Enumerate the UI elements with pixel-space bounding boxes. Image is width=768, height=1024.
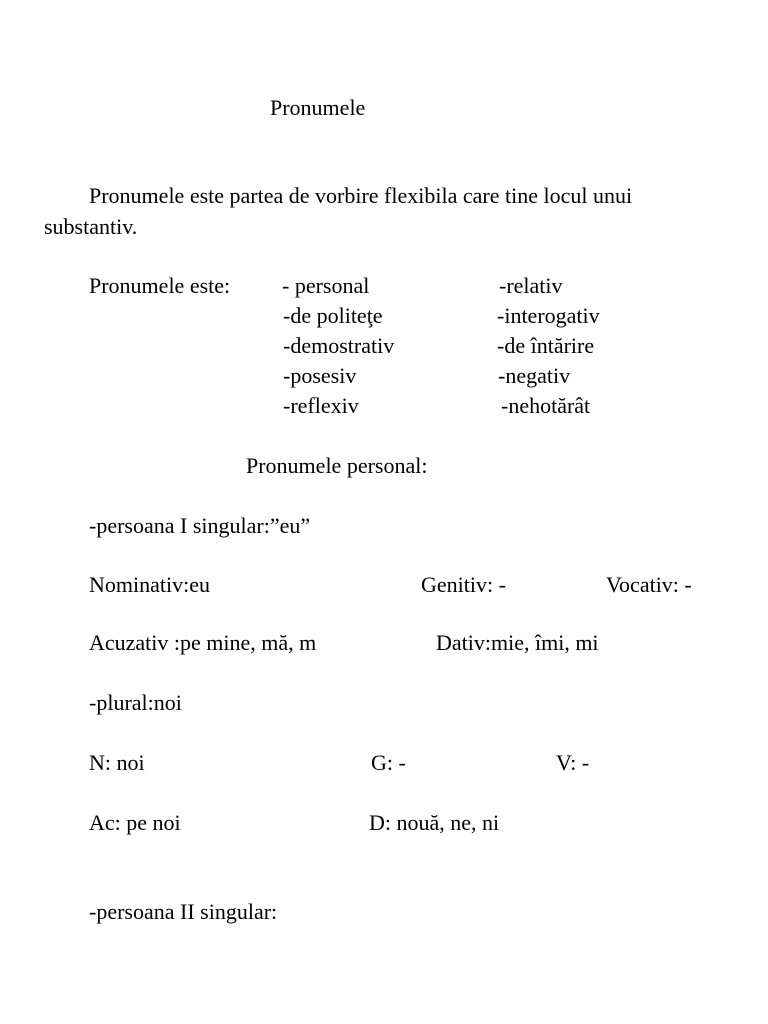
first-singular-nominativ: Nominativ:eu: [89, 572, 210, 597]
second-singular-heading: -persoana II singular:: [89, 899, 278, 924]
type-nehotarat: -nehotărât: [501, 393, 591, 418]
first-plural-d: D: nouă, ne, ni: [369, 810, 500, 835]
first-singular-dativ: Dativ:mie, îmi, mi: [436, 630, 599, 655]
type-negativ: -negativ: [498, 363, 571, 388]
first-singular-heading: -persoana I singular:”eu”: [89, 513, 311, 538]
first-plural-ac: Ac: pe noi: [89, 810, 181, 835]
type-personal: - personal: [282, 273, 370, 298]
definition-line-1: Pronumele este partea de vorbire flexibila care tine locul unui: [89, 183, 633, 208]
definition-line-2: substantiv.: [44, 214, 138, 239]
type-reflexiv: -reflexiv: [283, 393, 359, 418]
type-demostrativ: -demostrativ: [283, 333, 395, 358]
first-plural-n: N: noi: [89, 750, 145, 775]
first-plural-v: V: -: [556, 750, 590, 775]
first-plural-g: G: -: [371, 750, 406, 775]
type-interogativ: -interogativ: [497, 303, 600, 328]
type-relativ: -relativ: [499, 273, 563, 298]
type-posesiv: -posesiv: [283, 363, 357, 388]
first-singular-vocativ: Vocativ: -: [606, 572, 692, 597]
personal-heading: Pronumele personal:: [246, 453, 428, 478]
first-singular-acuzativ: Acuzativ :pe mine, mă, m: [89, 630, 317, 655]
types-label: Pronumele este:: [89, 273, 231, 298]
type-de-intarire: -de întărire: [497, 333, 595, 358]
first-singular-genitiv: Genitiv: -: [421, 572, 506, 597]
type-de-politete: -de politeţe: [283, 303, 383, 328]
first-plural-heading: -plural:noi: [89, 690, 182, 715]
page-title: Pronumele: [270, 95, 366, 120]
